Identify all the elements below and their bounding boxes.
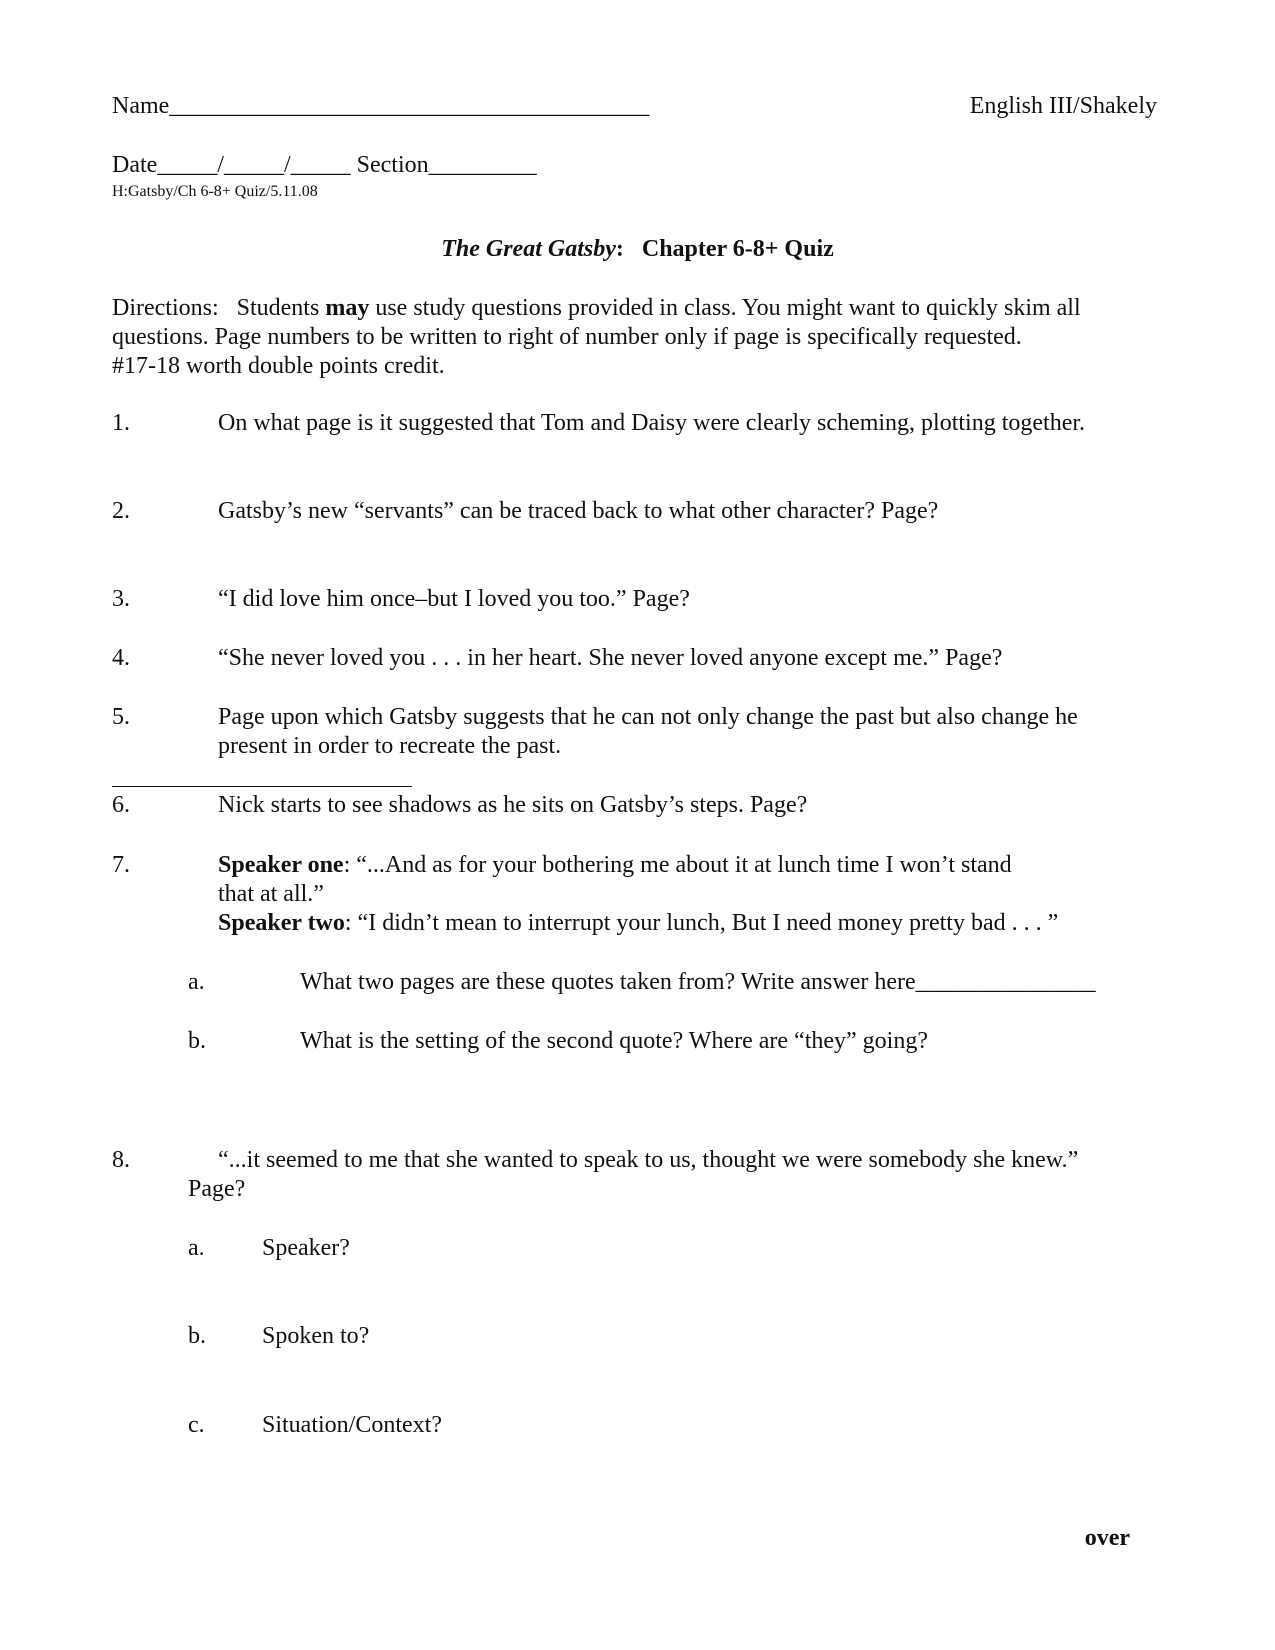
date-label: Date_____/_____/_____ <box>112 152 351 178</box>
speaker-two-label: Speaker two <box>218 910 345 936</box>
section-label: Section_________ <box>356 152 537 178</box>
directions-text-1: Students <box>236 295 326 321</box>
sub-question-text: What two pages are these quotes taken from? Write answer here_______________ <box>300 969 1096 995</box>
directions-text-2: use study questions provided in class. You might want to quickly skim all <box>369 295 1081 321</box>
question-number: 3. <box>112 586 130 612</box>
question-number: 4. <box>112 645 130 671</box>
speaker-two-quote: : “I didn’t mean to interrupt your lunch, But I need money pretty bad . . . ” <box>344 910 1059 936</box>
sub-question-letter: b. <box>188 1028 206 1054</box>
over-label: over <box>1084 1525 1130 1551</box>
question-text: “I did love him once–but I loved you too.” Page? <box>218 586 690 612</box>
sub-question-text: Spoken to? <box>262 1323 370 1349</box>
question-number: 2. <box>112 498 130 524</box>
speaker-one-continuation: that at all.” <box>218 881 324 907</box>
date-field-label <box>112 151 537 180</box>
directions-line-3: #17-18 worth double points credit. <box>112 353 445 379</box>
question-number: 5. <box>112 704 130 730</box>
directions-label: Directions: <box>112 295 219 321</box>
separator-rule <box>112 786 412 787</box>
file-reference: H:Gatsby/Ch 6-8+ Quiz/5.11.08 <box>112 183 318 200</box>
question-quote: “...it seemed to me that she wanted to speak to us, thought we were somebody she knew.” <box>218 1147 1079 1173</box>
directions-line-1 <box>112 294 1081 323</box>
question-text-line-1: Page upon which Gatsby suggests that he can not only change the past but also change he <box>218 704 1078 730</box>
question-page-prompt: Page? <box>188 1176 246 1202</box>
question-text: Gatsby’s new “servants” can be traced back to what other character? Page? <box>218 498 939 524</box>
speaker-two-line <box>218 909 1058 938</box>
name-field-label: Name________________________________________ <box>112 93 650 119</box>
sub-question-text: Speaker? <box>262 1235 350 1261</box>
sub-question-text: What is the setting of the second quote? Where are “they” going? <box>300 1028 928 1054</box>
book-title: The Great Gatsby <box>441 236 616 262</box>
page-title <box>0 235 1275 264</box>
question-number: 7. <box>112 852 130 878</box>
question-text: “She never loved you . . . in her heart. She never loved anyone except me.” Page? <box>218 645 1003 671</box>
sub-question-letter: b. <box>188 1323 206 1349</box>
sub-question-letter: c. <box>188 1412 205 1438</box>
question-number: 6. <box>112 792 130 818</box>
directions-line-2: questions. Page numbers to be written to right of number only if page is specifically requested. <box>112 324 1022 350</box>
question-number: 1. <box>112 410 130 436</box>
question-number: 8. <box>112 1147 130 1173</box>
speaker-one-label: Speaker one <box>218 852 344 878</box>
directions-emphasis: may <box>325 295 370 321</box>
sub-question-letter: a. <box>188 969 205 995</box>
title-colon: : <box>615 236 624 262</box>
speaker-one-line <box>218 851 1012 880</box>
question-text-line-2: present in order to recreate the past. <box>218 733 562 759</box>
speaker-one-quote: : “...And as for your bothering me about it at lunch time I won’t stand <box>343 852 1012 878</box>
question-text: Nick starts to see shadows as he sits on Gatsby’s steps. Page? <box>218 792 808 818</box>
sub-question-letter: a. <box>188 1235 205 1261</box>
chapter-title: Chapter 6-8+ Quiz <box>641 236 834 262</box>
sub-question-text: Situation/Context? <box>262 1412 442 1438</box>
course-label: English III/Shakely <box>969 93 1157 119</box>
question-text: On what page is it suggested that Tom and Daisy were clearly scheming, plotting together. <box>218 410 1086 436</box>
